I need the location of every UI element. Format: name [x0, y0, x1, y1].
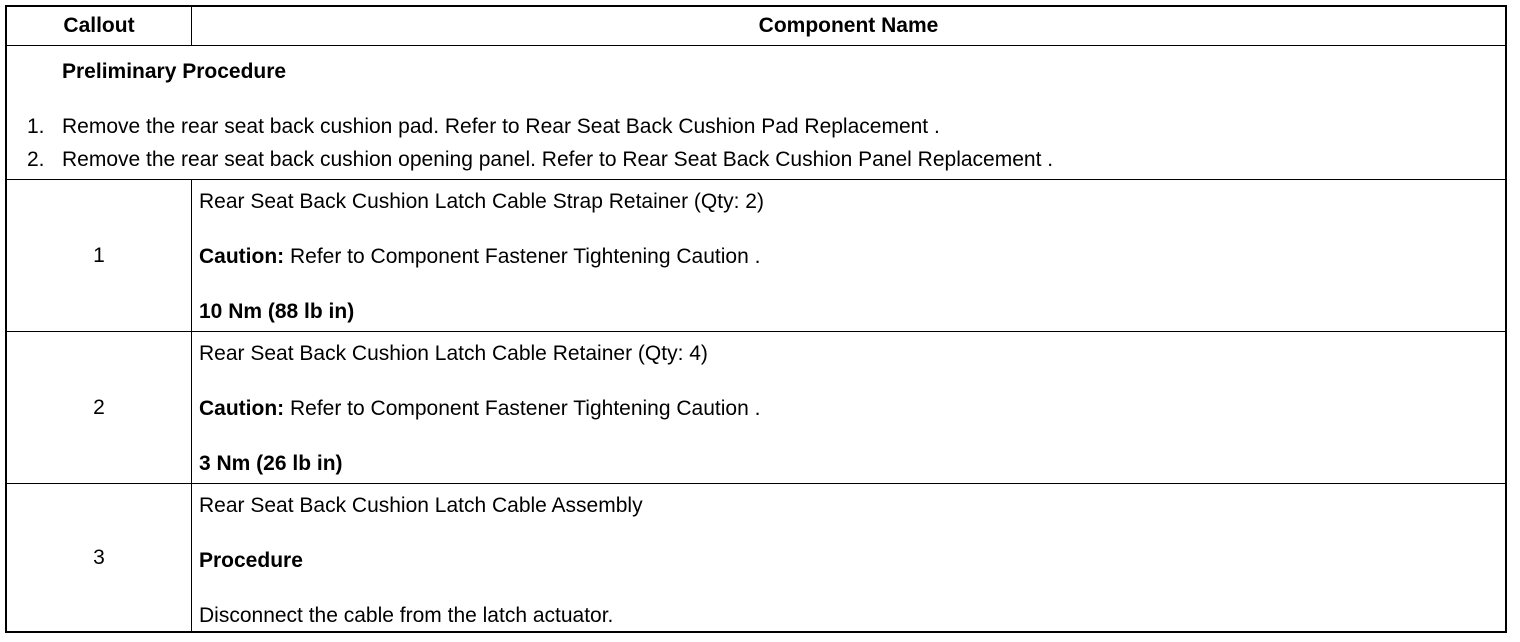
callout-number: 3 — [7, 484, 192, 631]
table-header-row — [7, 7, 1505, 46]
component-name: Rear Seat Back Cushion Latch Cable Strap Retainer (Qty: 2) — [199, 190, 764, 213]
caution-label: Caution: — [199, 397, 285, 420]
component-table — [5, 5, 1507, 633]
torque-spec: 10 Nm (88 lb in) — [199, 300, 355, 323]
step-number: 2. — [27, 148, 45, 171]
callout-number: 1 — [7, 180, 192, 331]
preliminary-step — [27, 115, 940, 139]
step-number: 1. — [27, 115, 45, 138]
step-text: Remove the rear seat back cushion pad. Refer to Rear Seat Back Cushion Pad Replacement . — [62, 115, 940, 138]
caution-label: Caution: — [199, 245, 285, 268]
component-cell — [192, 180, 1505, 331]
component-name: Rear Seat Back Cushion Latch Cable Retainer (Qty: 4) — [199, 342, 708, 365]
caution-text: Refer to Component Fastener Tightening Caution . — [284, 245, 761, 268]
table-row — [7, 332, 1505, 484]
caution-note — [199, 397, 760, 421]
caution-note — [199, 245, 760, 269]
step-text: Remove the rear seat back cushion opening panel. Refer to Rear Seat Back Cushion Panel Replacement . — [62, 148, 1054, 171]
component-cell — [192, 484, 1505, 631]
preliminary-step — [27, 148, 1053, 172]
table-row — [7, 180, 1505, 332]
callout-number: 2 — [7, 332, 192, 483]
component-cell — [192, 332, 1505, 483]
procedure-text: Disconnect the cable from the latch actuator. — [199, 604, 614, 627]
torque-spec: 3 Nm (26 lb in) — [199, 452, 343, 475]
preliminary-procedure-row — [7, 46, 1505, 180]
component-name: Rear Seat Back Cushion Latch Cable Assembly — [199, 494, 643, 517]
procedure-label: Procedure — [199, 549, 303, 572]
component-name-column-header: Component Name — [758, 14, 939, 37]
callout-column-header: Callout — [7, 7, 192, 45]
table-row — [7, 484, 1505, 631]
caution-text: Refer to Component Fastener Tightening Caution . — [284, 397, 761, 420]
preliminary-procedure-title: Preliminary Procedure — [62, 60, 287, 83]
